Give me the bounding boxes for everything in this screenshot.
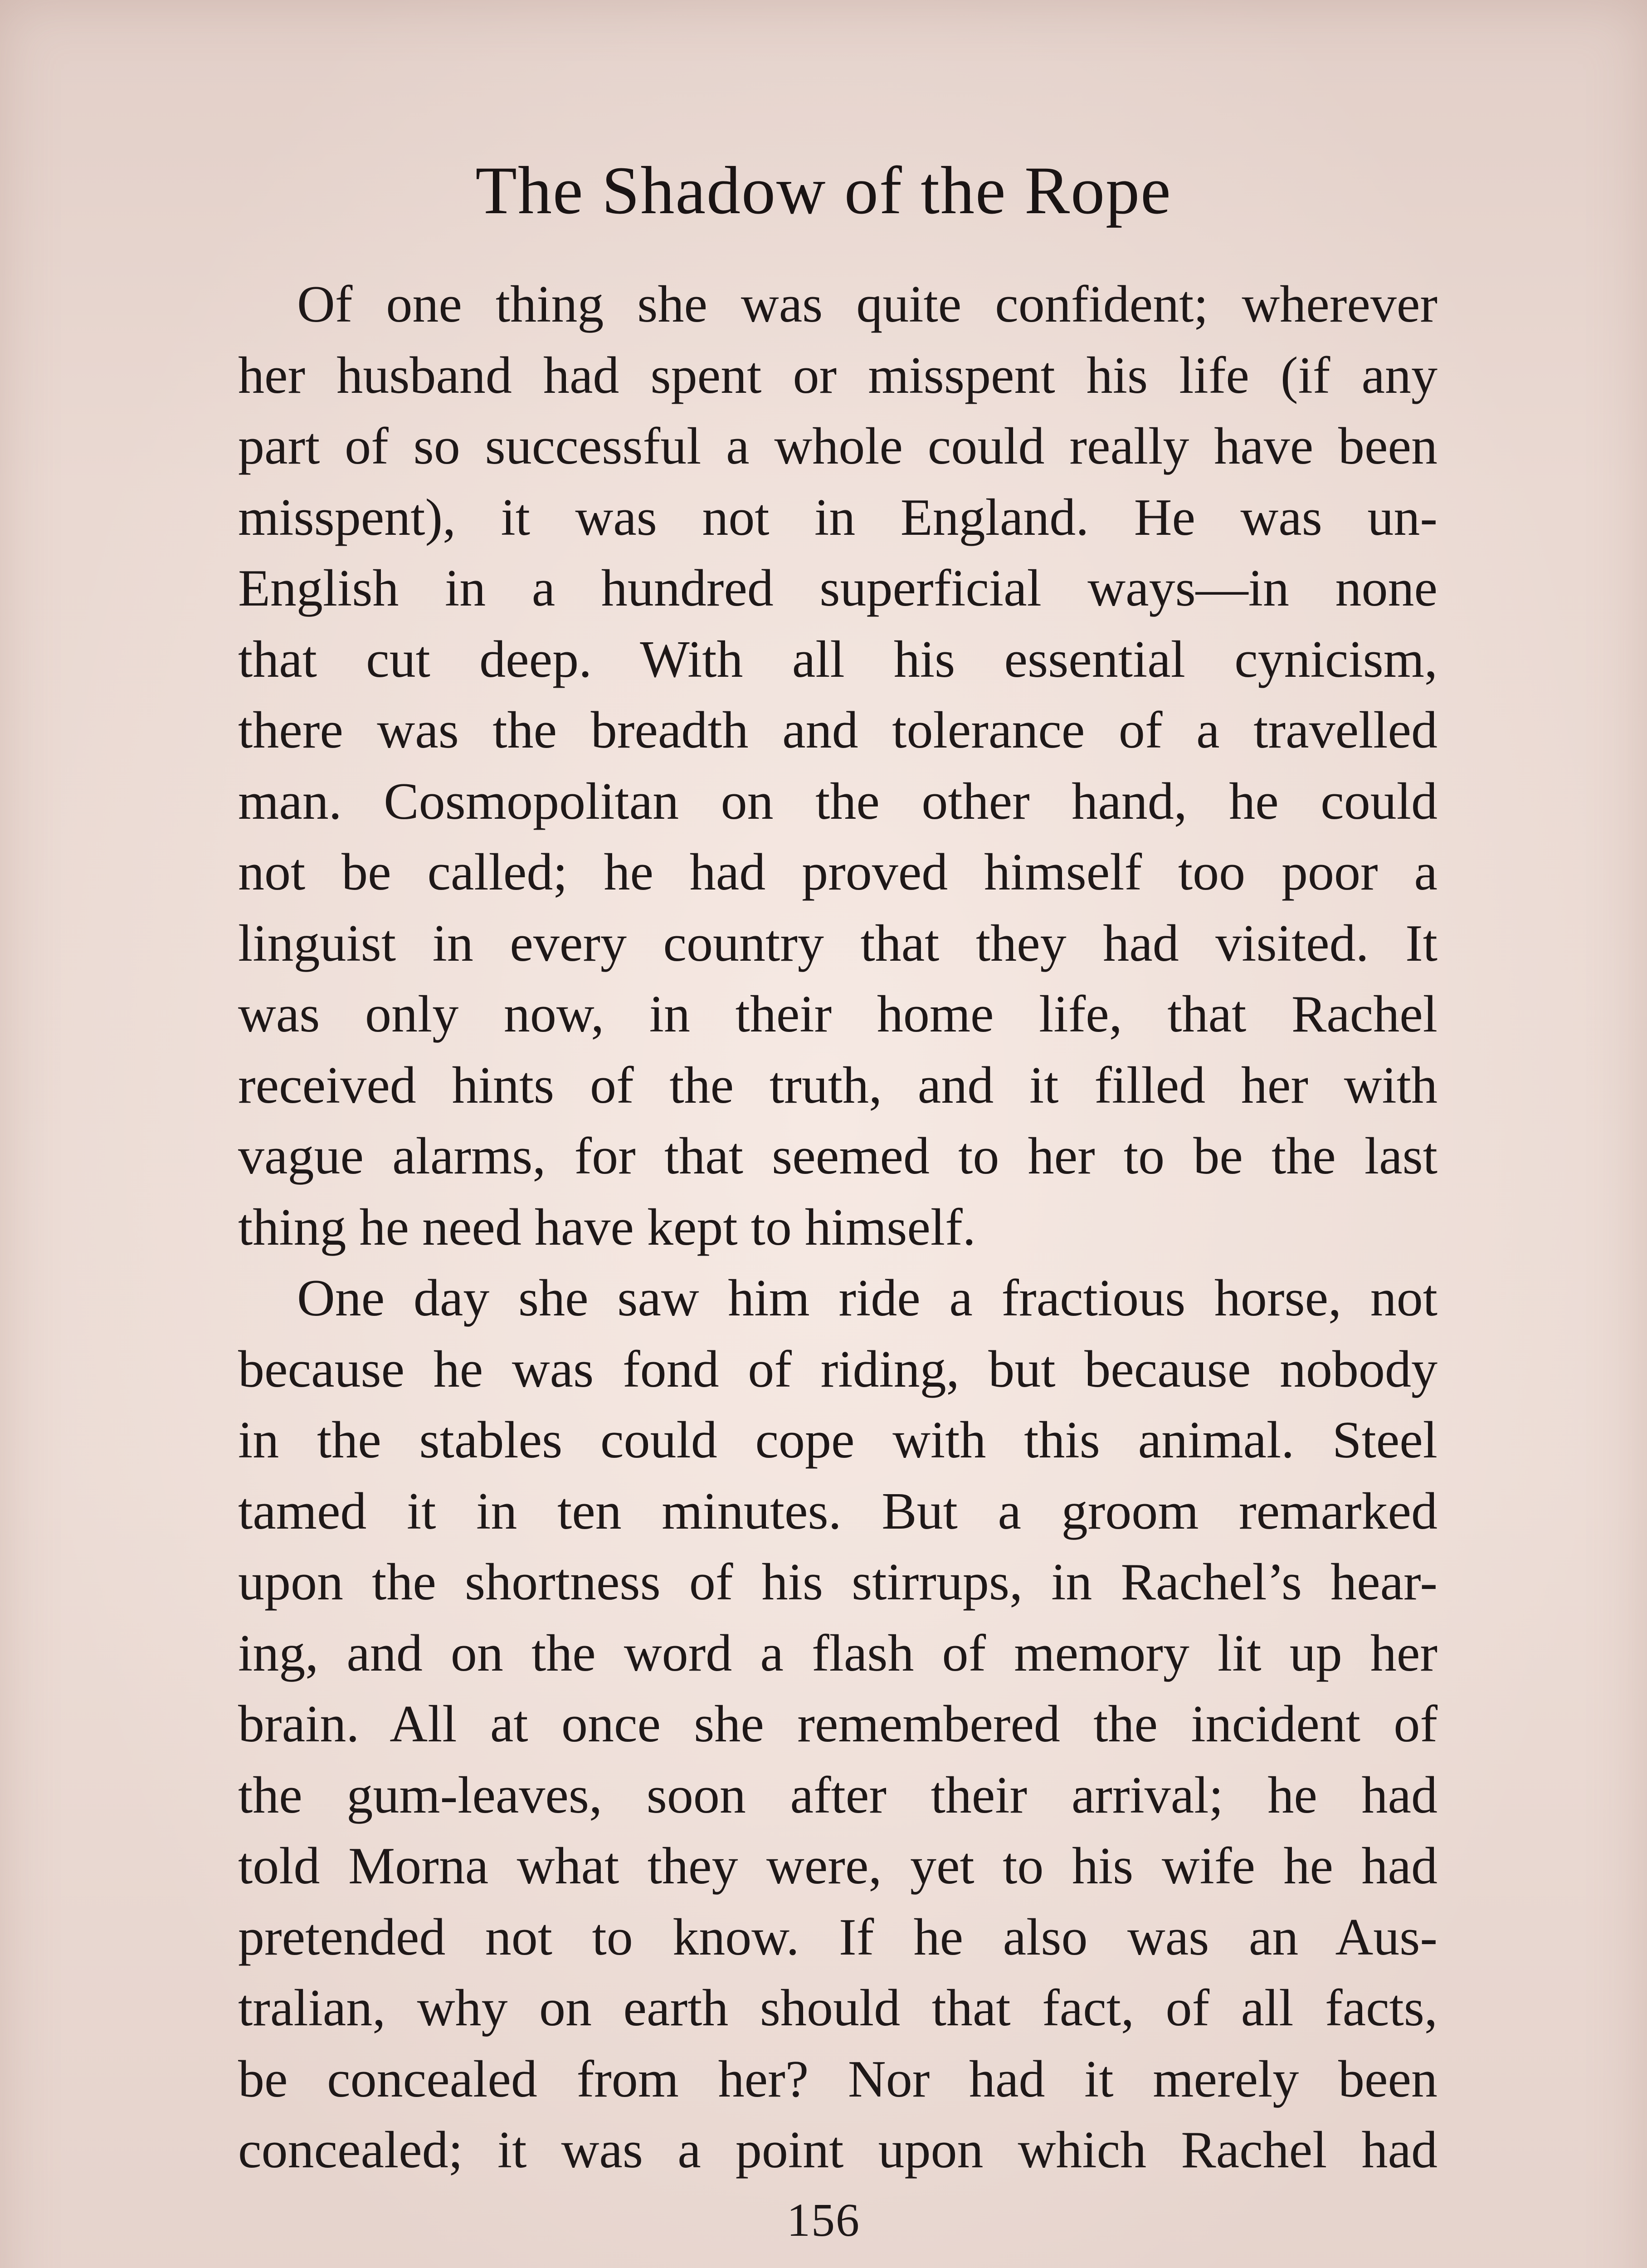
text-line: pretended not to know. If he also was an Aus- <box>238 1908 1437 1966</box>
text-line: received hints of the truth, and it filled her with <box>238 1056 1437 1114</box>
text-line: Of one thing she was quite confident; wherever <box>297 275 1437 333</box>
paragraph <box>238 1263 1437 2186</box>
text-line: man. Cosmopolitan on the other hand, he could <box>238 772 1437 831</box>
text-line: was only now, in their home life, that Rachel <box>238 985 1437 1043</box>
page-number: 156 <box>787 2194 860 2246</box>
text-line: One day she saw him ride a fractious horse, not <box>297 1269 1437 1327</box>
text-line: linguist in every country that they had visited. It <box>238 914 1437 973</box>
text-line: thing he need have kept to himself. <box>238 1198 976 1256</box>
text-line: tralian, why on earth should that fact, of all facts, <box>238 1979 1437 2037</box>
text-line: part of so successful a whole could really have been <box>238 417 1437 475</box>
text-line: misspent), it was not in England. He was un- <box>238 488 1437 547</box>
text-line: tamed it in ten minutes. But a groom remarked <box>238 1482 1437 1540</box>
text-line: because he was fond of riding, but because nobody <box>238 1340 1437 1398</box>
text-line: there was the breadth and tolerance of a travelled <box>238 701 1437 759</box>
text-line: not be called; he had proved himself too poor a <box>238 843 1437 901</box>
body-text <box>238 269 1437 2186</box>
text-line: ing, and on the word a flash of memory lit up her <box>238 1624 1437 1682</box>
text-line: concealed; it was a point upon which Rachel had <box>238 2121 1437 2179</box>
text-line: brain. All at once she remembered the incident of <box>238 1695 1437 1753</box>
text-line: English in a hundred superficial ways—in none <box>238 559 1437 617</box>
text-line: upon the shortness of his stirrups, in Rachel’s hear- <box>238 1553 1437 1611</box>
text-line: be concealed from her? Nor had it merely been <box>238 2050 1437 2108</box>
text-line: the gum-leaves, soon after their arrival; he had <box>238 1766 1437 1824</box>
text-line: in the stables could cope with this animal. Steel <box>238 1411 1437 1469</box>
text-line: her husband had spent or misspent his life (if any <box>238 346 1437 405</box>
text-line: that cut deep. With all his essential cynicism, <box>238 630 1437 689</box>
running-head: The Shadow of the Rope <box>475 153 1172 228</box>
text-line: vague alarms, for that seemed to her to be the last <box>238 1127 1437 1185</box>
paragraph <box>238 269 1437 1263</box>
text-line: told Morna what they were, yet to his wife he had <box>238 1837 1437 1895</box>
